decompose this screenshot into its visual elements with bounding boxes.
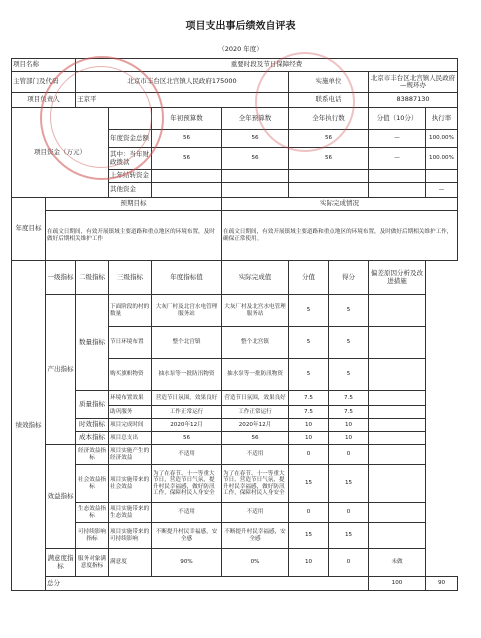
indicator-target: 不适用 — [152, 503, 222, 523]
dept-value: 北京市丰台区北宫镇人民政府175000 — [76, 72, 289, 93]
satisfaction-label: 服务对象满意度指标 — [76, 549, 109, 577]
benefit-label: 效益指标 — [46, 445, 76, 549]
social-label: 社会效益指标 — [76, 465, 109, 503]
indicator-reason: 未做 — [369, 549, 426, 577]
funds-cell: 56 — [222, 130, 289, 148]
eco-label: 生态效益指标 — [76, 503, 109, 523]
leader-value: 王京平 — [76, 93, 289, 108]
indicator-score: 0 — [289, 503, 329, 523]
perf-header-score: 分值 — [289, 261, 329, 295]
indicator-l3: 节日环境布置 — [109, 327, 152, 359]
indicator-target: 90% — [152, 549, 222, 577]
goals-expected-header: 预期目标 — [46, 198, 222, 211]
funds-cell: — — [369, 130, 426, 148]
timeliness-label: 时效指标 — [76, 419, 109, 432]
quantity-label: 数量指标 — [76, 295, 109, 391]
indicator-get: 0 — [329, 445, 369, 465]
funds-cell: 56 — [289, 148, 369, 170]
satisfaction-group-label: 满意度指标 — [46, 549, 76, 577]
indicator-score: 0 — [289, 445, 329, 465]
indicator-actual: 0% — [222, 549, 289, 577]
indicator-l3: 助巩服务 — [109, 406, 152, 419]
indicator-get: 10 — [329, 419, 369, 432]
project-name-label: 项目名称 — [12, 59, 76, 72]
indicator-target: 大灰厂村及北宫水电管理服务站 — [152, 295, 222, 327]
funds-header-initial: 年初预算数 — [152, 108, 222, 130]
project-name-value: 重要时段及节日保障经费 — [76, 59, 458, 72]
perf-header-reason: 偏差原因分析及改进措施 — [369, 261, 426, 295]
indicator-actual: 不断提升村民幸福感，安全感 — [222, 523, 289, 549]
indicator-target: 营造节日氛围，效果良好 — [152, 391, 222, 406]
quality-label: 质量指标 — [76, 391, 109, 419]
indicator-score: 5 — [289, 359, 329, 391]
funds-cell: 56 — [289, 130, 369, 148]
indicator-l3: 下面阶段的村的数量 — [109, 295, 152, 327]
perf-header-target: 年度指标值 — [152, 261, 222, 295]
sustain-label: 可持续影响指标 — [76, 523, 109, 549]
funds-header-score: 分值（10分） — [369, 108, 426, 130]
leader-label: 项目负责人 — [12, 93, 76, 108]
evaluation-table — [11, 58, 458, 591]
total-get: 90 — [426, 577, 458, 591]
indicator-target: 不断提升村民幸福感，安全感 — [152, 523, 222, 549]
impl-unit-value: 北京市丰台区北宫镇人民政府—规环办 — [369, 72, 458, 93]
funds-row-label: 其中：当年财政拨款 — [109, 148, 152, 170]
indicator-actual: 抽水泵等一批防汛物资 — [222, 359, 289, 391]
phone-value: 83887130 — [369, 93, 458, 108]
indicator-actual: 不适用 — [222, 445, 289, 465]
indicator-l3: 项目实施产生的经济效益 — [109, 445, 152, 465]
perf-side-label: 绩效指标 — [12, 261, 46, 591]
perf-header-get: 得分 — [329, 261, 369, 295]
cost-label: 成本指标 — [76, 432, 109, 445]
indicator-get: 7.5 — [329, 406, 369, 419]
funds-cell: 56 — [152, 148, 222, 170]
funds-row-label: 上年结转资金 — [109, 170, 152, 183]
indicator-actual: 工作正常运行 — [222, 406, 289, 419]
funds-row-label: 其他资金 — [109, 183, 152, 198]
econ-label: 经济效益指标 — [76, 445, 109, 465]
indicator-actual: 大灰厂村及北宫水电管理服务站 — [222, 295, 289, 327]
indicator-score: 5 — [289, 295, 329, 327]
funds-cell: 56 — [222, 148, 289, 170]
indicator-actual: 不适用 — [222, 503, 289, 523]
indicator-score: 7.5 — [289, 406, 329, 419]
indicator-l3: 环境布置效果 — [109, 391, 152, 406]
indicator-actual: 56 — [222, 432, 289, 445]
indicator-target: 为了在春节、十一等重大节日，营造节日气氛，提升村民幸福感，做好防汛工作，保障村民人身安全 — [152, 465, 222, 503]
output-label: 产出指标 — [46, 295, 76, 445]
indicator-target: 抽水泵等一批防汛物资 — [152, 359, 222, 391]
goals-expected-text: 在疏文日期间，有效开展镇域主要道路和重点地区的环境布置，及时做好后期相关维护工作 — [46, 211, 222, 261]
indicator-score: 7.5 — [289, 391, 329, 406]
funds-header-executed: 全年执行数 — [289, 108, 369, 130]
indicator-l3: 项目实施带来的生态效益 — [109, 503, 152, 523]
indicator-target: 2020年12月 — [152, 419, 222, 432]
indicator-score: 10 — [289, 419, 329, 432]
funds-header-full-year: 全年预算数 — [222, 108, 289, 130]
indicator-score: 10 — [289, 549, 329, 577]
phone-label: 联系电话 — [289, 93, 369, 108]
indicator-score: 15 — [289, 465, 329, 503]
funds-cell: 100.00% — [426, 130, 458, 148]
indicator-score: 5 — [289, 327, 329, 359]
indicator-actual: 整个北宫镇 — [222, 327, 289, 359]
indicator-get: 7.5 — [329, 391, 369, 406]
total-score: 100 — [369, 577, 426, 591]
indicator-get: 0 — [329, 503, 369, 523]
indicator-l3: 项目实施带来的社会效益 — [109, 465, 152, 503]
indicator-score: 15 — [289, 523, 329, 549]
indicator-get: 0 — [329, 549, 369, 577]
document-year: （2020 年度） — [218, 45, 263, 53]
indicator-target: 56 — [152, 432, 222, 445]
impl-unit-label: 实施单位 — [289, 72, 369, 93]
funds-header-rate: 执行率 — [426, 108, 458, 130]
perf-header-l3: 三级指标 — [109, 261, 152, 295]
funds-cell: — — [426, 183, 458, 198]
indicator-get: 5 — [329, 359, 369, 391]
total-label: 总分 — [46, 577, 369, 591]
indicator-target: 不适用 — [152, 445, 222, 465]
perf-header-actual: 实际完成值 — [222, 261, 289, 295]
indicator-l3: 购买旗帜物资 — [109, 359, 152, 391]
perf-header-l1: 一级指标 — [46, 261, 76, 295]
document-title: 项目支出事后绩效自评表 — [185, 21, 296, 32]
indicator-l3: 项目实施带来的可持续影响 — [109, 523, 152, 549]
dept-label: 主管部门及代码 — [12, 72, 76, 93]
perf-header-l2: 二级指标 — [76, 261, 109, 295]
goals-label: 年度目标 — [12, 198, 46, 261]
indicator-l3: 满意度 — [109, 549, 152, 577]
indicator-actual: 为了在春节、十一等重大节日，营造节日气氛，提升村民幸福感，做好防汛工作，保障村民人身安全 — [222, 465, 289, 503]
indicator-get: 15 — [329, 465, 369, 503]
indicator-l3: 项目总支出 — [109, 432, 152, 445]
goals-actual-text: 在疏文日期间，有效开展镇域主要道路和重点地区的环境布置，及时做好后期相关维护工作，确保正常使用。 — [222, 211, 458, 261]
indicator-get: 10 — [329, 432, 369, 445]
indicator-actual: 2020年12月 — [222, 419, 289, 432]
indicator-target: 工作正常运行 — [152, 406, 222, 419]
indicator-actual: 营造节日氛围，效果良好 — [222, 391, 289, 406]
goals-actual-header: 实际完成情况 — [222, 198, 458, 211]
indicator-get: 5 — [329, 327, 369, 359]
funds-row-label: 年度资金总额 — [109, 130, 152, 148]
funds-cell: — — [369, 148, 426, 170]
indicator-score: 10 — [289, 432, 329, 445]
indicator-get: 5 — [329, 295, 369, 327]
funds-cell: 100.00% — [426, 148, 458, 170]
funds-section-label: 项目资金（万元） — [12, 108, 109, 198]
indicator-l3: 项目完成时间 — [109, 419, 152, 432]
indicator-get: 15 — [329, 523, 369, 549]
indicator-target: 整个北宫镇 — [152, 327, 222, 359]
funds-cell: 56 — [152, 130, 222, 148]
